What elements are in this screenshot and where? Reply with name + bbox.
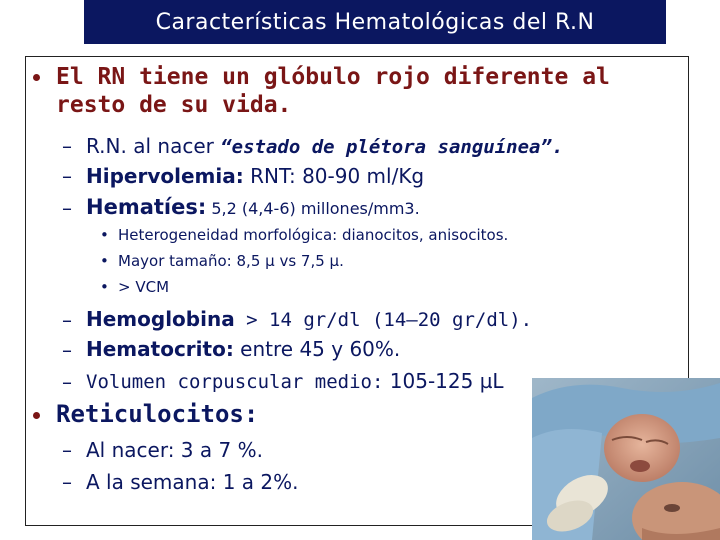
hipervolemia-label: Hipervolemia: — [86, 164, 244, 188]
hematies-label: Hematíes: — [86, 195, 207, 219]
dash-marker: – — [62, 438, 72, 462]
al-nacer-value: “estado de plétora sanguínea”. — [220, 136, 564, 158]
al-nacer-label: R.N. al nacer — [86, 134, 221, 158]
main-bullet-line-2: resto de su vida. — [56, 92, 292, 118]
main-bullet-line-1: El RN tiene un glóbulo rojo diferente al — [56, 64, 610, 90]
detail-item: > VCM — [118, 278, 170, 296]
dash-marker: – — [62, 370, 72, 394]
sub-item-al-nacer — [86, 136, 563, 157]
sub-item-hemoglobina — [86, 309, 532, 330]
hemoglobina-label: Hemoglobina — [86, 307, 235, 331]
volumen-label: Volumen corpuscular medio: — [86, 371, 384, 393]
detail-item: Heterogeneidad morfológica: dianocitos, anisocitos. — [118, 226, 509, 244]
dash-marker: – — [62, 338, 72, 362]
dash-marker: – — [62, 164, 72, 188]
slide-title-bar — [84, 0, 666, 44]
reticulocitos-label: Reticulocitos: — [56, 400, 259, 428]
dash-marker: – — [62, 134, 72, 158]
slide-title: Características Hematológicas del R.N — [155, 9, 595, 35]
newborn-photo-illustration — [532, 378, 720, 540]
reticulocitos-item: A la semana: 1 a 2%. — [86, 470, 299, 494]
dash-marker: – — [62, 196, 72, 220]
hemoglobina-value: > 14 gr/dl (14–20 gr/dl). — [234, 309, 533, 331]
detail-bullet: • — [100, 226, 109, 244]
hematocrito-label: Hematocrito: — [86, 337, 234, 361]
reticulocitos-item: Al nacer: 3 a 7 %. — [86, 438, 263, 462]
hematies-value: 5,2 (4,4-6) millones/mm3. — [206, 199, 420, 218]
sub-item-hematocrito — [86, 339, 400, 359]
sub-item-hematies — [86, 197, 420, 218]
sub-item-volumen — [86, 371, 504, 392]
detail-item: Mayor tamaño: 8,5 µ vs 7,5 µ. — [118, 252, 344, 270]
hipervolemia-value: RNT: 80-90 ml/Kg — [243, 164, 425, 188]
reticulocitos-bullet-dot — [33, 412, 40, 419]
newborn-photo — [532, 378, 720, 540]
main-bullet-dot — [33, 74, 40, 81]
dash-marker: – — [62, 308, 72, 332]
sub-item-hipervolemia — [86, 166, 424, 186]
detail-bullet: • — [100, 252, 109, 270]
detail-bullet: • — [100, 278, 109, 296]
hematocrito-value: entre 45 y 60%. — [233, 337, 401, 361]
volumen-value: 105-125 µL — [383, 369, 504, 393]
dash-marker: – — [62, 470, 72, 494]
